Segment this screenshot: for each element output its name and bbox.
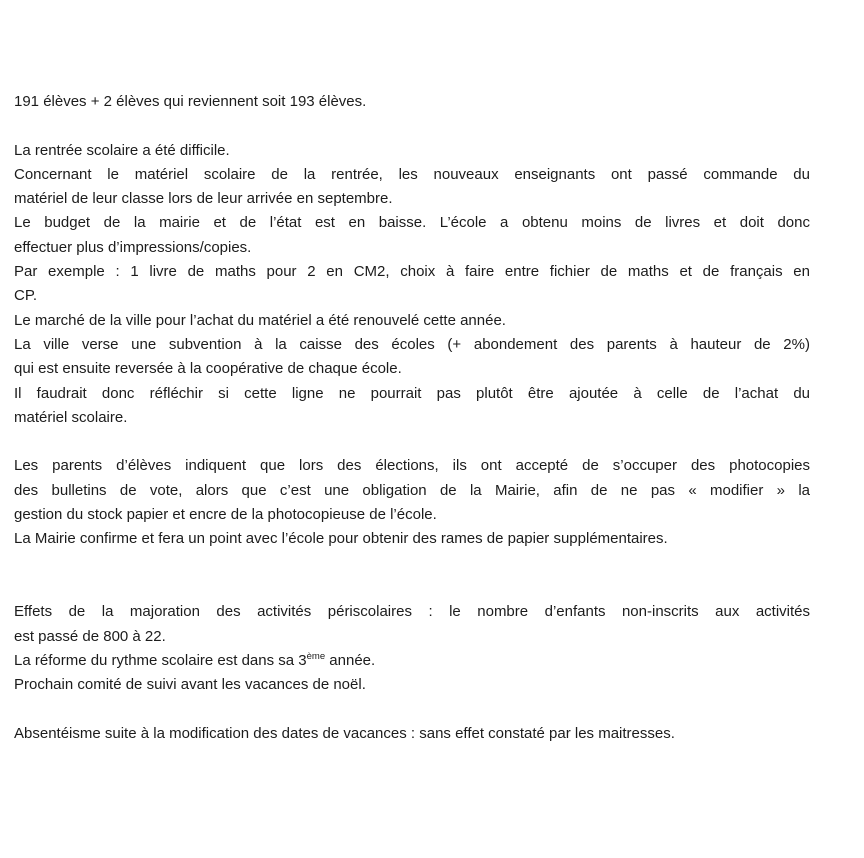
text-line: La rentrée scolaire a été difficile.: [14, 141, 230, 159]
text-line: Par exemple : 1 livre de maths pour 2 en CM2, choix à faire entre fichier de maths et de français en: [14, 263, 810, 281]
text-line: est passé de 800 à 22.: [14, 627, 166, 645]
blank-line: [14, 114, 810, 138]
text-segment: La réforme du rythme scolaire est dans sa 3: [14, 651, 307, 669]
blank-line: [14, 430, 810, 454]
text-line: matériel scolaire.: [14, 408, 128, 426]
text-line: qui est ensuite reversée à la coopérative de chaque école.: [14, 360, 402, 378]
text-line: Il faudrait donc réfléchir si cette ligne ne pourrait pas plutôt être ajoutée à celle de l’achat du: [14, 384, 810, 402]
text-segment: année.: [325, 651, 376, 669]
text-line: Effets de la majoration des activités périscolaires : le nombre d’enfants non-inscrits aux activités: [14, 603, 810, 621]
text-line: 191 élèves + 2 élèves qui reviennent soit 193 élèves.: [14, 93, 367, 110]
text-line: La Mairie confirme et fera un point avec l’école pour obtenir des rames de papier supplémentaires.: [14, 530, 668, 548]
text-line: Absentéisme suite à la modification des dates de vacances : sans effet constaté par les maitresses.: [14, 724, 675, 742]
blank-line: [14, 552, 810, 576]
blank-line: [14, 576, 810, 600]
text-line: Prochain comité de suivi avant les vacances de noël.: [14, 676, 366, 694]
text-line: CP.: [14, 287, 38, 305]
text-line: [14, 649, 810, 673]
superscript-text: ème: [306, 650, 326, 662]
text-line: Le budget de la mairie et de l’état est en baisse. L’école a obtenu moins de livres et doit donc: [14, 214, 810, 232]
text-line: des bulletins de vote, alors que c’est une obligation de la Mairie, afin de ne pas « modifier » la: [14, 481, 810, 499]
text-line: gestion du stock papier et encre de la photocopieuse de l’école.: [14, 506, 437, 524]
text-line: Le marché de la ville pour l’achat du matériel a été renouvelé cette année.: [14, 311, 506, 329]
text-line: La ville verse une subvention à la caisse des écoles (+ abondement des parents à hauteur de 2%): [14, 335, 810, 353]
text-line: matériel de leur classe lors de leur arrivée en septembre.: [14, 190, 393, 208]
text-line: effectuer plus d’impressions/copies.: [14, 238, 252, 256]
text-line: Les parents d’élèves indiquent que lors des élections, ils ont accepté de s’occuper des photocopies: [14, 457, 810, 475]
blank-line: [14, 697, 810, 721]
text-line: Concernant le matériel scolaire de la rentrée, les nouveaux enseignants ont passé commande du: [14, 165, 810, 183]
